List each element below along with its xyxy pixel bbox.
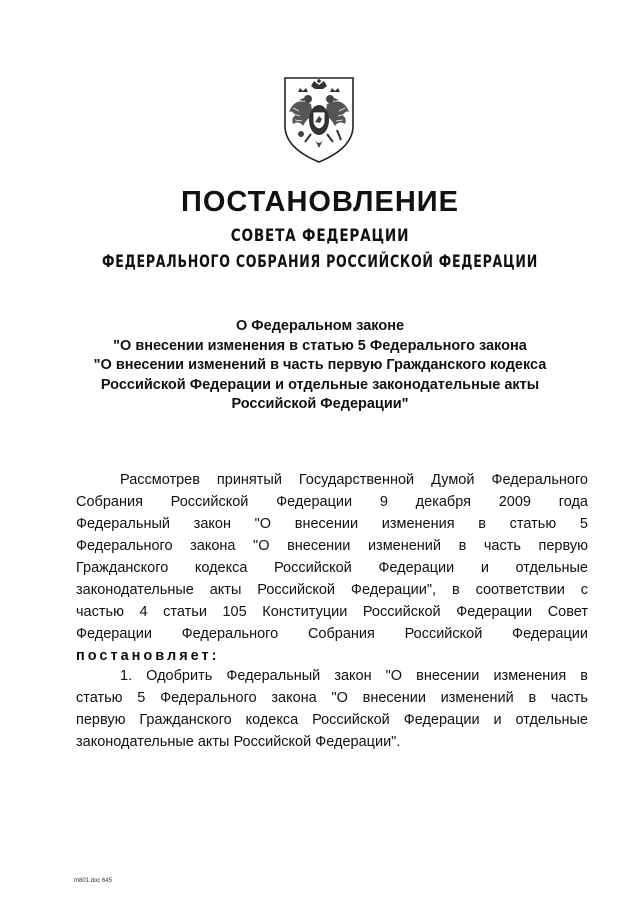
footer-file-code: m801.doc 645 <box>74 878 113 884</box>
coat-of-arms-emblem-icon <box>281 74 357 164</box>
heading-line: "О внесении изменения в статью 5 Федерального закона <box>113 337 527 354</box>
resolution-heading <box>60 317 580 415</box>
paragraph-line: Рассмотрев принятый Государственной Думой Федерального <box>120 472 588 488</box>
paragraph-line: Федерации Федерального Собрания Российской Федерации <box>76 626 588 642</box>
document-subtitle-council: СОВЕТА ФЕДЕРАЦИИ <box>230 226 410 246</box>
heading-line: Российской Федерации" <box>231 396 409 412</box>
paragraph-line: Федерального закона "О внесении изменений в часть первую <box>76 538 588 554</box>
resolution-verb: постановляет: <box>76 648 220 664</box>
paragraph-line: первую Гражданского кодекса Российской Федерации и отдельные <box>76 712 588 728</box>
paragraph-line: Гражданского кодекса Российской Федерации и отдельные <box>76 560 588 576</box>
paragraph-line: законодательные акты Российской Федерации", в соответствии с <box>76 582 588 598</box>
document-title: ПОСТАНОВЛЕНИЕ <box>181 186 459 218</box>
heading-line: Российской Федерации и отдельные законодательные акты <box>100 376 540 393</box>
paragraph-line: статью 5 Федерального закона "О внесении изменений в часть <box>76 690 588 706</box>
document-subtitle-assembly: ФЕДЕРАЛЬНОГО СОБРАНИЯ РОССИЙСКОЙ ФЕДЕРАЦИИ <box>102 252 538 272</box>
paragraph-line: Федеральный закон "О внесении изменения в статью 5 <box>76 516 588 532</box>
heading-line: О Федеральном законе <box>235 318 405 334</box>
paragraph-line: Собрания Российской Федерации 9 декабря 2009 года <box>76 494 588 510</box>
paragraph-line: законодательные акты Российской Федерации". <box>76 734 401 750</box>
heading-line: "О внесении изменений в часть первую Гражданского кодекса <box>93 357 547 373</box>
paragraph-line: 1. Одобрить Федеральный закон "О внесении изменения в <box>120 668 588 684</box>
paragraph-line: частью 4 статьи 105 Конституции Российской Федерации Совет <box>76 604 588 620</box>
